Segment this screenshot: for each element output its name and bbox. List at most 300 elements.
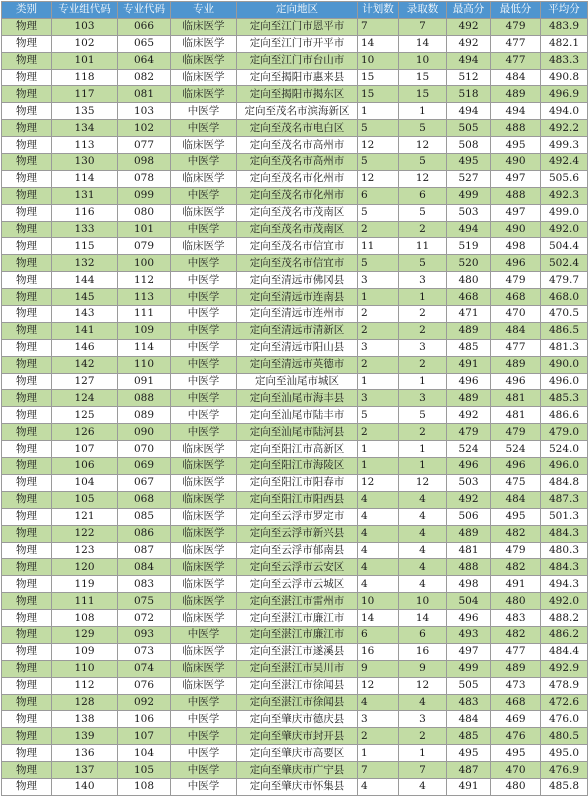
cell-min-score: 477 [491,643,541,660]
cell-min-score: 496 [491,255,541,272]
cell-max-score: 471 [447,306,491,323]
cell-major: 临床医学 [171,643,237,660]
cell-admitted: 1 [399,441,447,458]
cell-max-score: 518 [447,86,491,103]
cell-region: 定向至湛江市遂溪县 [237,643,358,660]
cell-category: 物理 [2,711,52,728]
cell-major-code: 112 [118,272,171,289]
cell-major-code: 102 [118,120,171,137]
cell-max-score: 505 [447,120,491,137]
cell-min-score: 489 [491,86,541,103]
cell-category: 物理 [2,508,52,525]
cell-major-code: 093 [118,626,171,643]
cell-group-code: 146 [52,339,118,356]
cell-category: 物理 [2,694,52,711]
cell-major: 临床医学 [171,238,237,255]
cell-plan: 10 [358,52,399,69]
cell-major: 临床医学 [171,559,237,576]
cell-admitted: 11 [399,238,447,255]
cell-category: 物理 [2,69,52,86]
cell-major-code: 075 [118,593,171,610]
table-row [2,272,588,289]
cell-max-score: 479 [447,424,491,441]
cell-category: 物理 [2,643,52,660]
cell-plan: 2 [358,306,399,323]
cell-group-code: 119 [52,576,118,593]
cell-category: 物理 [2,559,52,576]
cell-max-score: 519 [447,238,491,255]
cell-major: 临床医学 [171,35,237,52]
cell-admitted: 3 [399,272,447,289]
cell-max-score: 483 [447,694,491,711]
table-row [2,120,588,137]
cell-avg-score: 492.0 [541,593,588,610]
cell-min-score: 495 [491,137,541,154]
header-row [2,2,588,19]
cell-min-score: 497 [491,204,541,221]
cell-group-code: 131 [52,187,118,204]
cell-major: 中医学 [171,390,237,407]
cell-avg-score: 496.0 [541,373,588,390]
cell-min-score: 489 [491,356,541,373]
cell-min-score: 481 [491,390,541,407]
cell-avg-score: 484.3 [541,525,588,542]
cell-admitted: 5 [399,407,447,424]
cell-major-code: 082 [118,69,171,86]
cell-group-code: 120 [52,559,118,576]
cell-plan: 12 [358,170,399,187]
cell-region: 定向至揭阳市揭东区 [237,86,358,103]
cell-region: 定向至清远市阳山县 [237,339,358,356]
cell-region: 定向至阳江市海陵区 [237,458,358,475]
table-row [2,69,588,86]
cell-min-score: 497 [491,170,541,187]
cell-major: 中医学 [171,103,237,120]
cell-plan: 2 [358,322,399,339]
cell-plan: 1 [358,458,399,475]
cell-admitted: 6 [399,187,447,204]
cell-major-code: 111 [118,306,171,323]
cell-major: 中医学 [171,154,237,171]
cell-group-code: 125 [52,407,118,424]
cell-avg-score: 492.9 [541,660,588,677]
cell-major-code: 066 [118,18,171,35]
cell-category: 物理 [2,390,52,407]
cell-min-score: 484 [491,491,541,508]
cell-admitted: 4 [399,525,447,542]
cell-avg-score: 499.0 [541,204,588,221]
cell-avg-score: 499.3 [541,137,588,154]
cell-region: 定向至湛江市雷州市 [237,593,358,610]
cell-plan: 5 [358,407,399,424]
cell-group-code: 139 [52,728,118,745]
cell-group-code: 124 [52,390,118,407]
cell-major: 临床医学 [171,610,237,627]
cell-max-score: 498 [447,576,491,593]
cell-avg-score: 484.3 [541,559,588,576]
cell-major-code: 064 [118,52,171,69]
cell-category: 物理 [2,238,52,255]
cell-region: 定向至茂名市滨海新区 [237,103,358,120]
cell-major: 临床医学 [171,18,237,35]
cell-max-score: 508 [447,137,491,154]
cell-plan: 7 [358,18,399,35]
cell-max-score: 520 [447,255,491,272]
cell-category: 物理 [2,137,52,154]
cell-group-code: 101 [52,52,118,69]
cell-avg-score: 482.1 [541,35,588,52]
cell-max-score: 495 [447,154,491,171]
header-category: 类别 [2,2,52,19]
cell-group-code: 105 [52,491,118,508]
table-row [2,373,588,390]
cell-admitted: 1 [399,745,447,762]
cell-group-code: 137 [52,762,118,779]
cell-major-code: 089 [118,407,171,424]
cell-region: 定向至茂名市电白区 [237,120,358,137]
cell-category: 物理 [2,204,52,221]
cell-category: 物理 [2,491,52,508]
cell-major: 中医学 [171,728,237,745]
cell-admitted: 1 [399,289,447,306]
cell-max-score: 494 [447,52,491,69]
cell-category: 物理 [2,778,52,795]
table-row [2,322,588,339]
cell-plan: 5 [358,204,399,221]
cell-major-code: 078 [118,170,171,187]
cell-region: 定向至湛江市廉江市 [237,610,358,627]
cell-avg-score: 485.3 [541,390,588,407]
cell-group-code: 132 [52,255,118,272]
cell-admitted: 4 [399,576,447,593]
cell-group-code: 133 [52,221,118,238]
cell-plan: 2 [358,356,399,373]
cell-major-code: 109 [118,322,171,339]
cell-region: 定向至茂名市信宜市 [237,238,358,255]
cell-major-code: 074 [118,660,171,677]
cell-min-score: 479 [491,18,541,35]
table-row [2,508,588,525]
cell-admitted: 2 [399,728,447,745]
table-row [2,677,588,694]
cell-category: 物理 [2,441,52,458]
cell-major: 临床医学 [171,86,237,103]
cell-avg-score: 480.3 [541,542,588,559]
cell-avg-score: 502.4 [541,255,588,272]
cell-group-code: 115 [52,238,118,255]
cell-plan: 15 [358,86,399,103]
cell-major: 中医学 [171,407,237,424]
cell-min-score: 470 [491,762,541,779]
cell-major-code: 088 [118,390,171,407]
cell-plan: 5 [358,120,399,137]
cell-admitted: 5 [399,204,447,221]
cell-group-code: 145 [52,289,118,306]
cell-avg-score: 524.0 [541,441,588,458]
cell-admitted: 12 [399,170,447,187]
cell-major-code: 080 [118,204,171,221]
cell-plan: 9 [358,660,399,677]
cell-min-score: 475 [491,474,541,491]
cell-plan: 4 [358,525,399,542]
cell-max-score: 493 [447,626,491,643]
table-row [2,745,588,762]
cell-min-score: 468 [491,694,541,711]
cell-min-score: 488 [491,187,541,204]
cell-min-score: 495 [491,745,541,762]
cell-major: 中医学 [171,424,237,441]
table-row [2,576,588,593]
cell-region: 定向至茂名市茂南区 [237,204,358,221]
cell-avg-score: 492.2 [541,120,588,137]
cell-major: 中医学 [171,762,237,779]
cell-avg-score: 494.3 [541,576,588,593]
cell-min-score: 479 [491,272,541,289]
cell-avg-score: 476.9 [541,762,588,779]
cell-region: 定向至肇庆市封开县 [237,728,358,745]
header-group-code: 专业组代码 [52,2,118,19]
cell-admitted: 14 [399,610,447,627]
cell-avg-score: 472.6 [541,694,588,711]
cell-min-score: 496 [491,373,541,390]
cell-avg-score: 470.5 [541,306,588,323]
header-major-code: 专业代码 [118,2,171,19]
cell-max-score: 488 [447,559,491,576]
cell-major: 中医学 [171,778,237,795]
cell-category: 物理 [2,120,52,137]
cell-admitted: 2 [399,221,447,238]
cell-admitted: 5 [399,255,447,272]
cell-region: 定向至清远市清新区 [237,322,358,339]
cell-category: 物理 [2,542,52,559]
cell-plan: 4 [358,694,399,711]
cell-plan: 4 [358,508,399,525]
header-plan: 计划数 [358,2,399,19]
cell-group-code: 114 [52,170,118,187]
cell-major-code: 087 [118,542,171,559]
cell-region: 定向至云浮市新兴县 [237,525,358,542]
cell-major-code: 084 [118,559,171,576]
cell-major: 临床医学 [171,204,237,221]
cell-admitted: 1 [399,458,447,475]
cell-major: 临床医学 [171,458,237,475]
cell-category: 物理 [2,458,52,475]
cell-major-code: 076 [118,677,171,694]
cell-min-score: 468 [491,289,541,306]
cell-category: 物理 [2,170,52,187]
cell-major-code: 077 [118,137,171,154]
cell-min-score: 490 [491,221,541,238]
cell-min-score: 489 [491,660,541,677]
cell-max-score: 492 [447,18,491,35]
cell-group-code: 122 [52,525,118,542]
cell-admitted: 14 [399,35,447,52]
cell-category: 物理 [2,187,52,204]
table-row [2,390,588,407]
cell-min-score: 495 [491,508,541,525]
cell-plan: 14 [358,610,399,627]
cell-min-score: 482 [491,626,541,643]
cell-major: 临床医学 [171,491,237,508]
cell-min-score: 480 [491,778,541,795]
cell-max-score: 484 [447,711,491,728]
cell-max-score: 524 [447,441,491,458]
cell-avg-score: 483.9 [541,18,588,35]
cell-min-score: 483 [491,610,541,627]
cell-region: 定向至汕尾市海丰县 [237,390,358,407]
cell-major: 中医学 [171,745,237,762]
table-row [2,103,588,120]
cell-major-code: 104 [118,745,171,762]
cell-major-code: 069 [118,458,171,475]
cell-avg-score: 479.0 [541,424,588,441]
cell-category: 物理 [2,221,52,238]
cell-group-code: 113 [52,137,118,154]
cell-group-code: 130 [52,154,118,171]
cell-major-code: 099 [118,187,171,204]
cell-admitted: 4 [399,694,447,711]
cell-max-score: 494 [447,221,491,238]
cell-major-code: 108 [118,778,171,795]
cell-min-score: 481 [491,407,541,424]
cell-max-score: 491 [447,778,491,795]
cell-admitted: 1 [399,373,447,390]
cell-category: 物理 [2,626,52,643]
cell-avg-score: 483.3 [541,52,588,69]
cell-major: 临床医学 [171,69,237,86]
cell-avg-score: 496.0 [541,458,588,475]
cell-group-code: 142 [52,356,118,373]
cell-region: 定向至清远市佛冈县 [237,272,358,289]
cell-plan: 1 [358,103,399,120]
cell-avg-score: 468.0 [541,289,588,306]
cell-region: 定向至茂名市茂南区 [237,221,358,238]
cell-group-code: 135 [52,103,118,120]
cell-avg-score: 492.0 [541,221,588,238]
cell-major-code: 098 [118,154,171,171]
cell-region: 定向至湛江市廉江市 [237,626,358,643]
table-row [2,542,588,559]
table-row [2,86,588,103]
cell-major: 临床医学 [171,441,237,458]
cell-group-code: 136 [52,745,118,762]
cell-admitted: 6 [399,626,447,643]
cell-major: 临床医学 [171,52,237,69]
cell-major-code: 113 [118,289,171,306]
cell-group-code: 121 [52,508,118,525]
cell-group-code: 138 [52,711,118,728]
cell-major: 中医学 [171,322,237,339]
cell-group-code: 143 [52,306,118,323]
cell-region: 定向至云浮市郁南县 [237,542,358,559]
cell-major: 中医学 [171,356,237,373]
cell-region: 定向至云浮市云城区 [237,576,358,593]
cell-min-score: 494 [491,103,541,120]
cell-category: 物理 [2,424,52,441]
cell-min-score: 491 [491,576,541,593]
table-row [2,728,588,745]
cell-plan: 1 [358,745,399,762]
table-row [2,306,588,323]
cell-max-score: 496 [447,373,491,390]
cell-region: 定向至汕尾市陆丰市 [237,407,358,424]
cell-major: 中医学 [171,272,237,289]
cell-category: 物理 [2,474,52,491]
cell-region: 定向至肇庆市高要区 [237,745,358,762]
cell-min-score: 480 [491,593,541,610]
cell-category: 物理 [2,728,52,745]
cell-major: 中医学 [171,255,237,272]
cell-group-code: 103 [52,18,118,35]
cell-min-score: 477 [491,52,541,69]
cell-category: 物理 [2,154,52,171]
cell-admitted: 2 [399,322,447,339]
cell-plan: 5 [358,154,399,171]
table-row [2,424,588,441]
cell-min-score: 470 [491,306,541,323]
cell-category: 物理 [2,576,52,593]
cell-group-code: 112 [52,677,118,694]
cell-max-score: 480 [447,272,491,289]
cell-region: 定向至肇庆市德庆县 [237,711,358,728]
table-row [2,154,588,171]
cell-plan: 6 [358,187,399,204]
cell-admitted: 2 [399,306,447,323]
table-row [2,221,588,238]
cell-major-code: 072 [118,610,171,627]
cell-admitted: 9 [399,660,447,677]
cell-category: 物理 [2,289,52,306]
table-row [2,289,588,306]
cell-max-score: 506 [447,508,491,525]
cell-max-score: 489 [447,390,491,407]
cell-category: 物理 [2,745,52,762]
cell-avg-score: 501.3 [541,508,588,525]
cell-major-code: 065 [118,35,171,52]
cell-region: 定向至揭阳市惠来县 [237,69,358,86]
cell-major: 中医学 [171,221,237,238]
cell-group-code: 108 [52,610,118,627]
table-row [2,711,588,728]
cell-major: 临床医学 [171,660,237,677]
cell-group-code: 118 [52,69,118,86]
cell-plan: 4 [358,576,399,593]
cell-plan: 2 [358,424,399,441]
cell-min-score: 469 [491,711,541,728]
cell-admitted: 16 [399,643,447,660]
cell-major-code: 070 [118,441,171,458]
cell-major: 临床医学 [171,593,237,610]
cell-admitted: 2 [399,424,447,441]
cell-region: 定向至清远市英德市 [237,356,358,373]
cell-major-code: 100 [118,255,171,272]
cell-region: 定向至江门市台山市 [237,52,358,69]
cell-region: 定向至清远市连州市 [237,306,358,323]
table-row [2,694,588,711]
cell-group-code: 116 [52,204,118,221]
cell-admitted: 7 [399,762,447,779]
cell-major: 中医学 [171,339,237,356]
cell-region: 定向至阳江市阳西县 [237,491,358,508]
cell-category: 物理 [2,255,52,272]
cell-avg-score: 486.6 [541,407,588,424]
cell-max-score: 504 [447,593,491,610]
cell-min-score: 488 [491,120,541,137]
cell-group-code: 109 [52,643,118,660]
cell-region: 定向至茂名市高州市 [237,154,358,171]
cell-plan: 12 [358,474,399,491]
table-row [2,660,588,677]
